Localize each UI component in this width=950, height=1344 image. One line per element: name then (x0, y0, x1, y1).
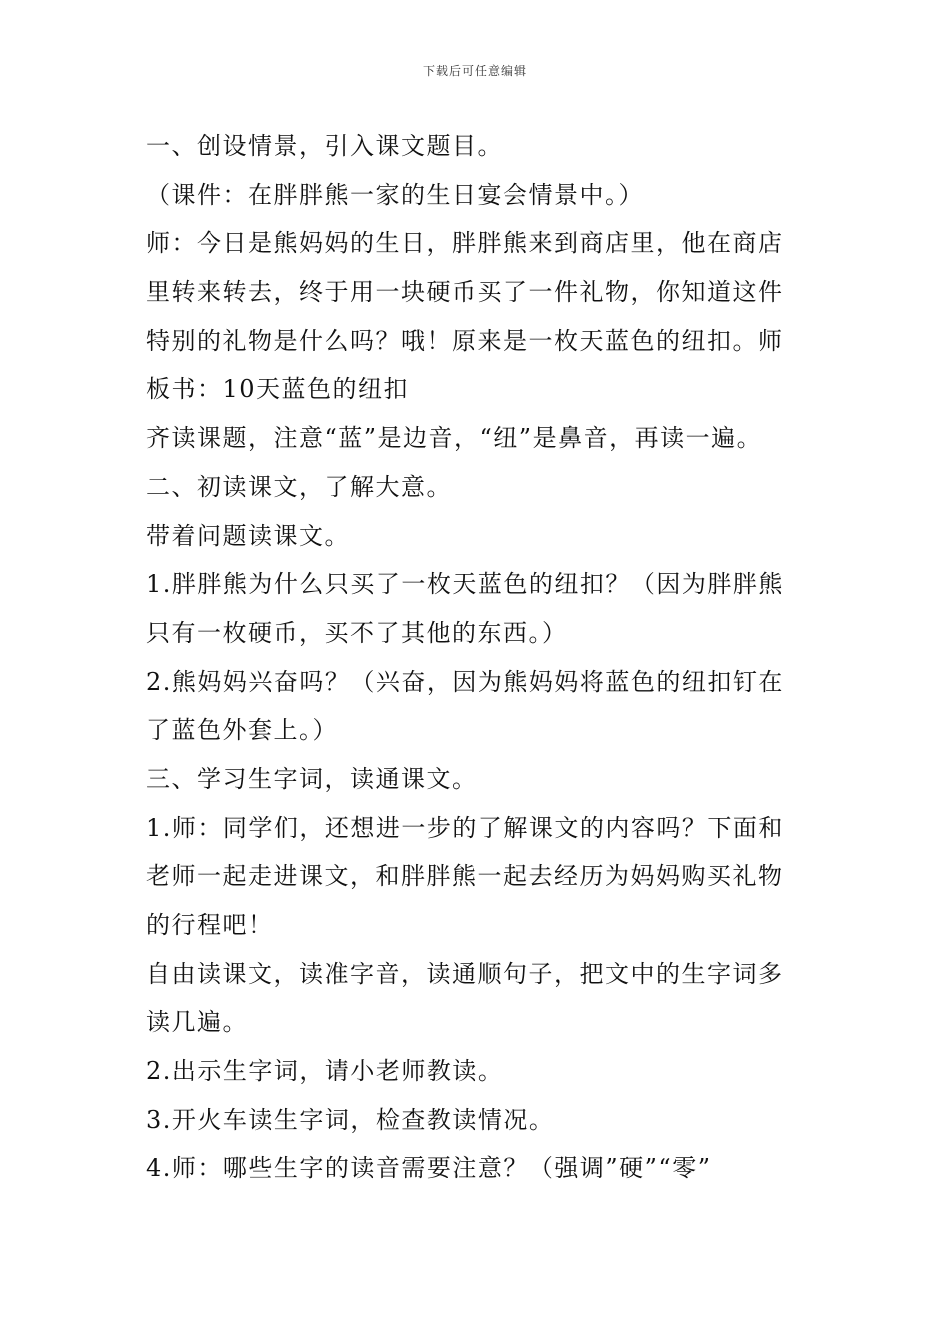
paragraph-line: 只有一枚硬币，买不了其他的东西。） (146, 618, 568, 647)
document-body (146, 122, 814, 1193)
paragraph-line: 里转来转去，终于用一块硬币买了一件礼物，你知道这件 (146, 278, 784, 307)
paragraph-line: 2.出示生字词，请小老师教读。 (146, 1057, 504, 1086)
paragraph-line: 1.师：同学们，还想进一步的了解课文的内容吗？下面和 (146, 813, 784, 842)
section-heading: 三、学习生字词，读通课文。 (146, 764, 478, 793)
paragraph-line: 老师一起走进课文，和胖胖熊一起去经历为妈妈购买礼物 (146, 862, 784, 891)
paragraph-line: 师：今日是熊妈妈的生日，胖胖熊来到商店里，他在商店 (146, 229, 784, 258)
section-heading: 二、初读课文，了解大意。 (146, 472, 452, 501)
paragraph-line: 3.开火车读生字词，检查教读情况。 (146, 1105, 555, 1134)
paragraph-line: （课件：在胖胖熊一家的生日宴会情景中。） (146, 180, 644, 209)
paragraph-line: 了蓝色外套上。） (146, 716, 338, 745)
paragraph-line: 带着问题读课文。 (146, 521, 350, 550)
page-header: 下载后可任意编辑 (422, 64, 527, 78)
paragraph-line: 2.熊妈妈兴奋吗？（兴奋，因为熊妈妈将蓝色的纽扣钉在 (146, 667, 784, 696)
paragraph-line: 4.师：哪些生字的读音需要注意？（强调”硬”“零” (146, 1154, 712, 1183)
paragraph-line: 读几遍。 (146, 1008, 248, 1037)
paragraph-line: 的行程吧！ (146, 911, 274, 939)
paragraph-line: 板书：10天蓝色的纽扣 (146, 375, 410, 404)
paragraph-line: 齐读课题，注意“蓝”是边音，“纽”是鼻音，再读一遍。 (146, 424, 763, 453)
paragraph-line: 特别的礼物是什么吗？哦！原来是一枚天蓝色的纽扣。师 (146, 326, 784, 355)
paragraph-line: 自由读课文，读准字音，读通顺句子，把文中的生字词多 (146, 959, 784, 988)
section-heading: 一、创设情景，引入课文题目。 (146, 132, 503, 160)
paragraph-line: 1.胖胖熊为什么只买了一枚天蓝色的纽扣？（因为胖胖熊 (146, 570, 784, 599)
